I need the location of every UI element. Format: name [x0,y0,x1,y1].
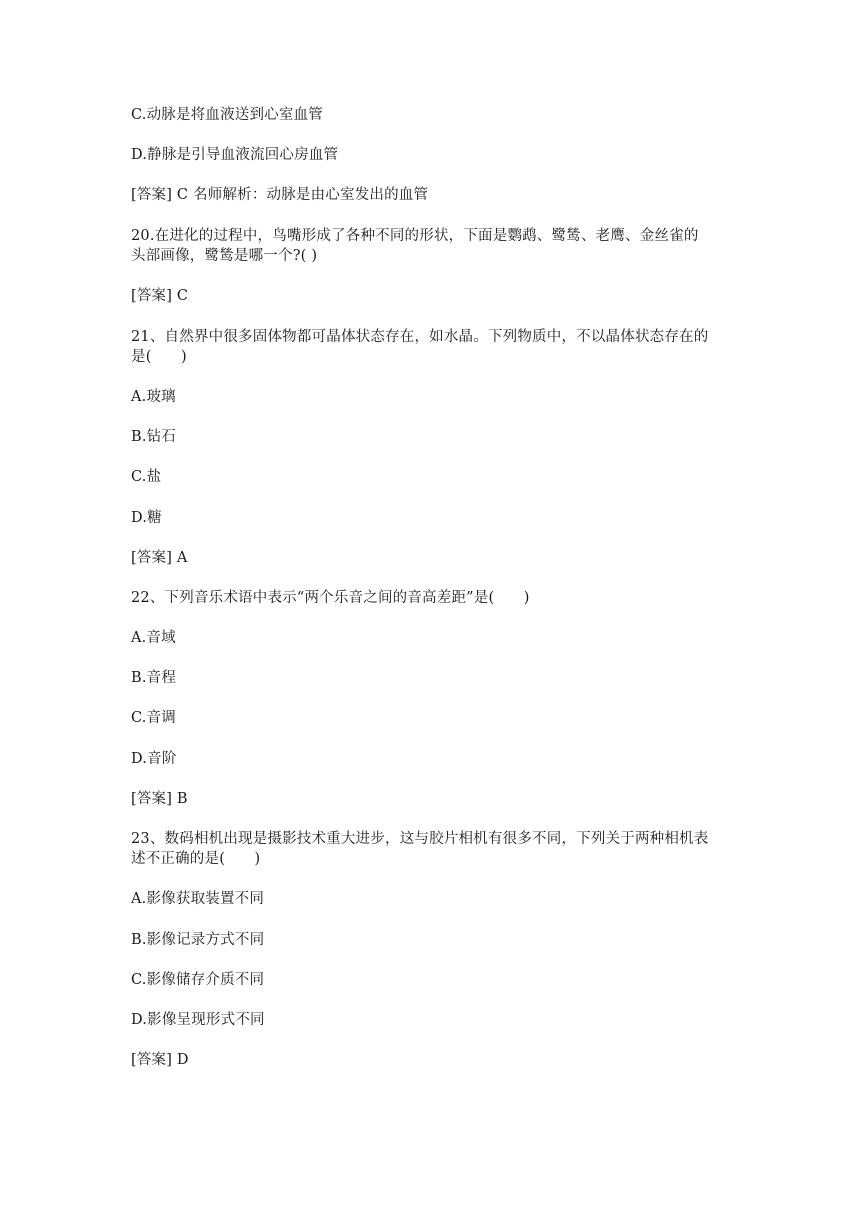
option-a-q21: A.玻璃 [131,389,176,405]
option-d-q23: D.影像呈现形式不同 [131,1012,265,1028]
question-22: 22、下列音乐术语中表示“两个乐音之间的音高差距”是( ) [131,590,530,606]
question-21-line-2: 是( ) [131,349,187,365]
option-c-q21: C.盐 [131,469,162,485]
answer-q19: [答案] C 名师解析：动脉是由心室发出的血管 [131,187,429,203]
answer-q20: [答案] C [131,288,189,304]
option-c-q23: C.影像储存介质不同 [131,972,265,988]
question-23-line-1: 23、数码相机出现是摄影技术重大进步，这与胶片相机有很多不同，下列关于两种相机表 [131,831,709,847]
option-a-q22: A.音域 [131,630,176,646]
question-21-line-1: 21、自然界中很多固体物都可晶体状态存在，如水晶。下列物质中，不以晶体状态存在的 [131,329,709,345]
option-c-q19: C.动脉是将血液送到心室血管 [131,107,323,123]
option-b-q23: B.影像记录方式不同 [131,932,265,948]
option-d-q21: D.糖 [131,510,162,526]
answer-q21: [答案] A [131,550,188,566]
option-c-q22: C.音调 [131,710,176,726]
option-a-q23: A.影像获取装置不同 [131,891,265,907]
question-20-line-1: 20.在进化的过程中，鸟嘴形成了各种不同的形状，下面是鹦鹉、鹭鸶、老鹰、金丝雀的 [131,228,699,244]
option-b-q21: B.钻石 [131,429,177,445]
option-d-q22: D.音阶 [131,751,177,767]
option-d-q19: D.静脉是引导血液流回心房血管 [131,147,339,163]
option-b-q22: B.音程 [131,670,177,686]
question-23-line-2: 述不正确的是( ) [131,851,261,867]
question-20-line-2: 头部画像，鹭鸶是哪一个?( ) [131,248,318,264]
answer-q22: [答案] B [131,791,188,807]
answer-q23: [答案] D [131,1052,189,1068]
